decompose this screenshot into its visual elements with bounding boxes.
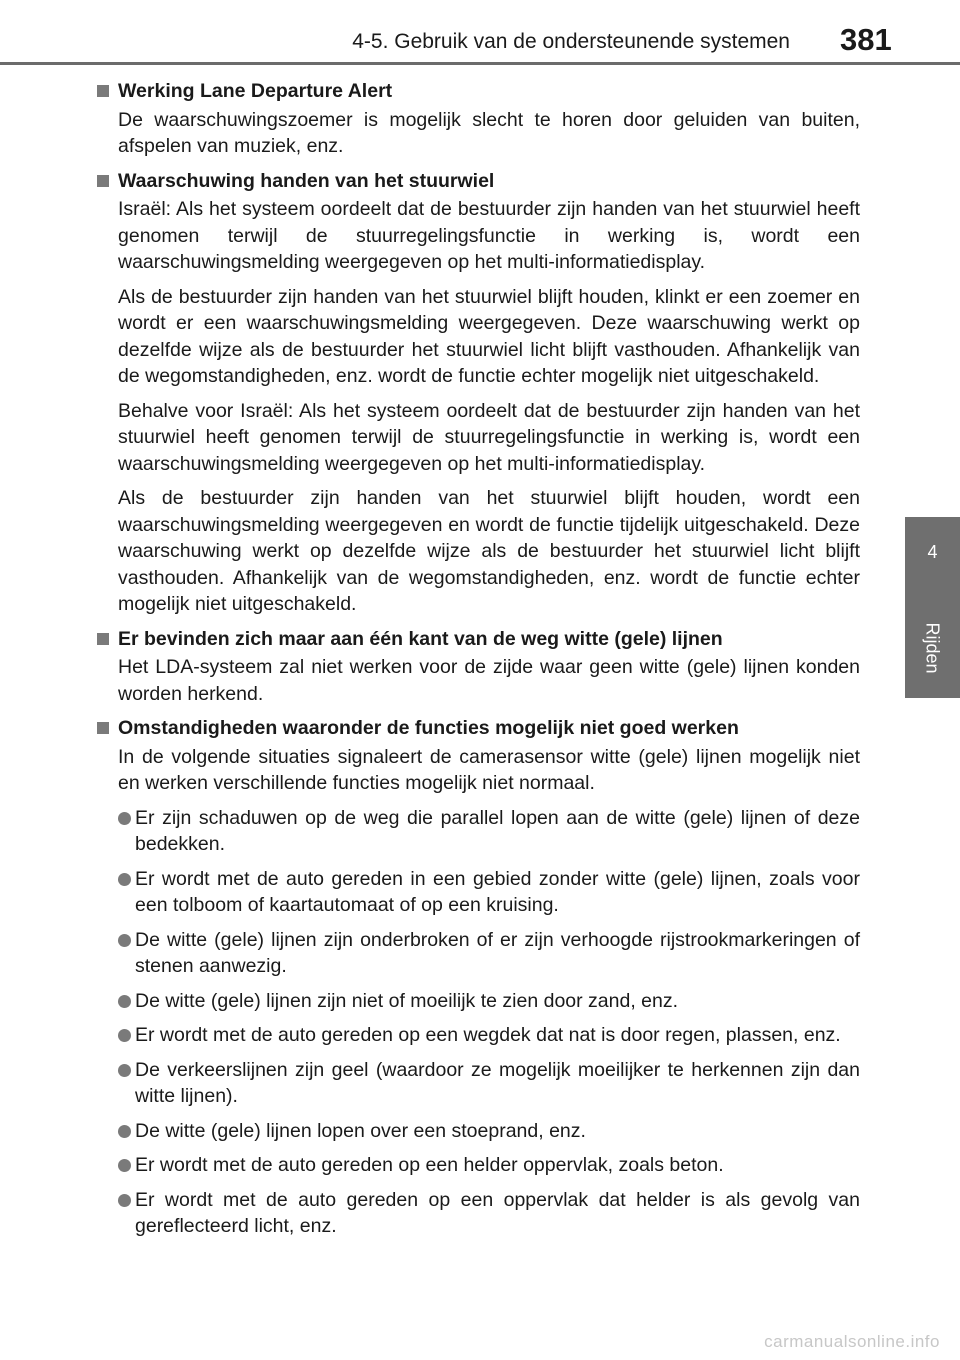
list-item: Er wordt met de auto gereden op een helder oppervlak, zoals beton.	[118, 1152, 860, 1179]
round-bullet-icon	[118, 812, 131, 825]
chapter-number: 4	[927, 542, 938, 562]
paragraph: Als de bestuurder zijn handen van het stuurwiel blijft houden, klinkt er een zoemer en wordt er een waarschuwingsmelding weergegeven. Deze waarschuwing werkt op dezelfde wijze als de bestuurder het stuurwiel licht blijft vasthouden. Afhankelijk van de wegomstandigheden, enz. wordt de functie echter mogelijk niet uitgeschakeld.	[118, 285, 860, 387]
round-bullet-icon	[118, 1064, 131, 1077]
round-bullet-icon	[118, 873, 131, 886]
chapter-tab-divider	[905, 514, 960, 517]
list-item: Er wordt met de auto gereden op een wegdek dat nat is door regen, plassen, enz.	[118, 1022, 860, 1049]
list-item: De verkeerslijnen zijn geel (waardoor ze mogelijk moeilijker te herkennen zijn dan witte lijnen).	[118, 1057, 860, 1110]
paragraph: Het LDA-systeem zal niet werken voor de zijde waar geen witte (gele) lijnen konden worden herkend.	[118, 656, 860, 705]
paragraph: Behalve voor Israël: Als het systeem oordeelt dat de bestuurder zijn handen van het stuurwiel heeft genomen terwijl de stuurregelingsfunctie in werking is, wordt een waarschuwingsmelding weergegeven op het multi-informatiedisplay.	[118, 399, 860, 475]
paragraph: De waarschuwingszoemer is mogelijk slecht te horen door geluiden van buiten, afspelen van muziek, enz.	[118, 108, 860, 157]
section-conditions	[95, 715, 860, 1240]
round-bullet-icon	[118, 995, 131, 1008]
chapter-tab[interactable]	[905, 514, 960, 598]
chapter-label-tab[interactable]	[905, 598, 960, 698]
square-bullet-icon	[97, 175, 109, 187]
section-title: Waarschuwing handen van het stuurwiel	[95, 168, 860, 195]
list-item: De witte (gele) lijnen zijn niet of moeilijk te zien door zand, enz.	[118, 988, 860, 1015]
round-bullet-icon	[118, 1125, 131, 1138]
paragraph: In de volgende situaties signaleert de camerasensor witte (gele) lijnen mogelijk niet en werken verschillende functies mogelijk niet normaal.	[118, 745, 860, 794]
paragraph: Als de bestuurder zijn handen van het stuurwiel blijft houden, wordt een waarschuwingsmelding weergegeven en wordt de functie tijdelijk uitgeschakeld. Deze waarschuwing werkt op dezelfde wijze als de bestuurder het stuurwiel licht blijft vasthouden. Afhankelijk van de wegomstandigheden, enz. wordt de functie echter mogelijk niet uitgeschakeld.	[118, 487, 860, 615]
round-bullet-icon	[118, 1194, 131, 1207]
paragraph: Israël: Als het systeem oordeelt dat de bestuurder zijn handen van het stuurwiel heeft genomen terwijl de stuurregelingsfunctie in werking is, wordt een waarschuwingsmelding weergegeven op het multi-informatiedisplay.	[118, 198, 860, 273]
section-lda-operation	[95, 78, 860, 160]
header-divider	[0, 62, 960, 65]
list-item: De witte (gele) lijnen lopen over een stoeprand, enz.	[118, 1118, 860, 1145]
list-item: Er wordt met de auto gereden op een oppervlak dat helder is als gevolg van gereflecteerd licht, enz.	[118, 1187, 860, 1240]
section-header-title: 4-5. Gebruik van de ondersteunende systemen	[352, 30, 790, 53]
round-bullet-icon	[118, 1029, 131, 1042]
list-item: Er wordt met de auto gereden in een gebied zonder witte (gele) lijnen, zoals voor een tolboom of kaartautomaat of op een kruising.	[118, 866, 860, 919]
page-content	[95, 78, 860, 1248]
round-bullet-icon	[118, 934, 131, 947]
section-title: Er bevinden zich maar aan één kant van de weg witte (gele) lijnen	[95, 626, 860, 653]
section-one-side-lines	[95, 626, 860, 708]
round-bullet-icon	[118, 1159, 131, 1172]
chapter-label: Rijden	[922, 622, 943, 674]
page-header	[0, 0, 960, 66]
watermark-logo: carmanualsonline.info	[764, 1332, 940, 1351]
section-title: Werking Lane Departure Alert	[95, 78, 860, 105]
section-title: Omstandigheden waaronder de functies mogelijk niet goed werken	[95, 715, 860, 742]
square-bullet-icon	[97, 722, 109, 734]
list-item: Er zijn schaduwen op de weg die parallel lopen aan de witte (gele) lijnen of deze bedekken.	[118, 805, 860, 858]
square-bullet-icon	[97, 85, 109, 97]
page-number: 381	[840, 22, 892, 57]
list-item: De witte (gele) lijnen zijn onderbroken of er zijn verhoogde rijstrookmarkeringen of stenen aanwezig.	[118, 927, 860, 980]
section-hands-off-warning	[95, 168, 860, 618]
square-bullet-icon	[97, 633, 109, 645]
